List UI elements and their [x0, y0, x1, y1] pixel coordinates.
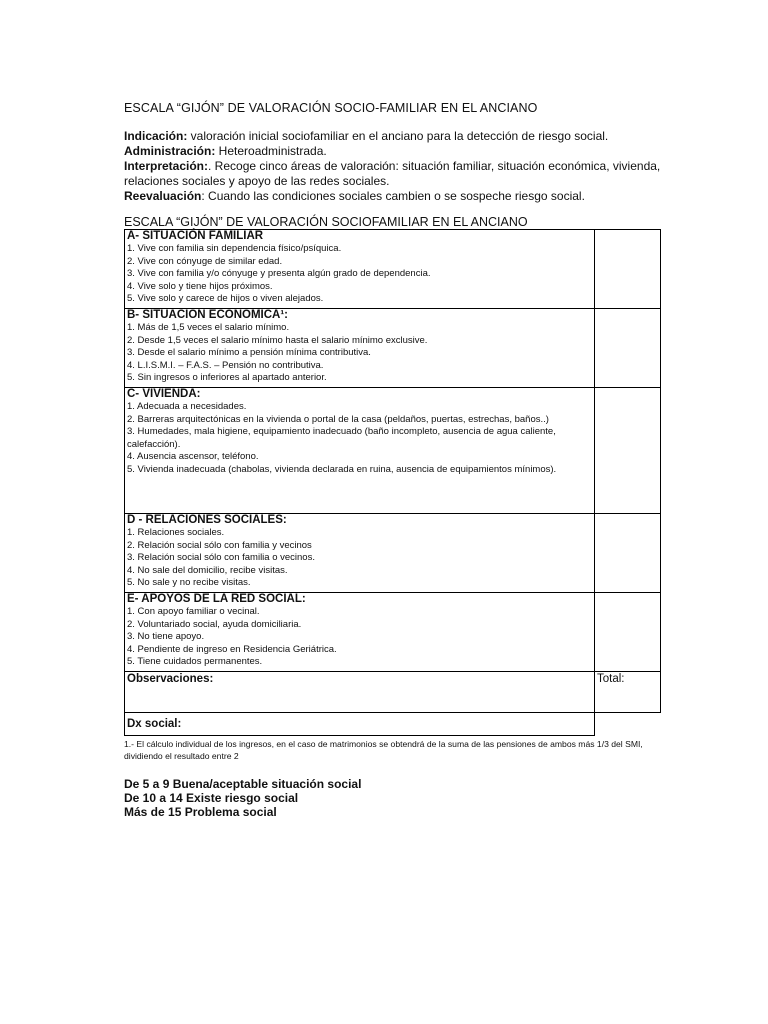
result-line: Más de 15 Problema social	[124, 805, 277, 819]
section-b-item: 5. Sin ingresos o inferiores al apartado anterior.	[127, 372, 327, 384]
section-e-item: 1. Con apoyo familiar o vecinal.	[127, 606, 260, 617]
total-label: Total:	[597, 673, 625, 685]
section-b	[125, 309, 595, 388]
score-cell-b[interactable]	[595, 309, 661, 388]
section-row-b	[125, 309, 661, 388]
section-e-item: 2. Voluntariado social, ayuda domiciliaria.	[127, 618, 302, 630]
section-e-item: 5. Tiene cuidados permanentes.	[127, 656, 263, 668]
result-line: De 5 a 9 Buena/aceptable situación social	[124, 777, 362, 791]
section-b-title: B- SITUACION ECONOMICA¹:	[127, 309, 288, 321]
assessment-table	[124, 229, 661, 736]
reevaluacion-label: Reevaluación	[124, 189, 202, 203]
interpretacion-text: . Recoge cinco áreas de valoración: situación familiar, situación económica, vivienda, relaciones sociales y apoyo de las redes sociales.	[124, 159, 661, 188]
indicacion-line	[124, 129, 664, 144]
intro-block	[124, 129, 664, 204]
administracion-line	[124, 144, 664, 159]
section-c-item: 5. Vivienda inadecuada (chabolas, vivienda declarada en ruina, ausencia de equipamientos mínimos).	[127, 463, 557, 475]
section-c	[125, 388, 595, 514]
table-title: ESCALA “GIJÓN” DE VALORACIÓN SOCIOFAMILIAR EN EL ANCIANO	[124, 215, 528, 229]
section-a-item: 3. Vive con familia y/o cónyuge y presenta algún grado de dependencia.	[127, 268, 431, 280]
dx-empty-cell	[595, 713, 661, 736]
score-cell-a[interactable]	[595, 230, 661, 309]
observaciones-row	[125, 672, 661, 713]
reevaluacion-text: : Cuando las condiciones sociales cambien o se sospeche riesgo social.	[201, 189, 585, 203]
observaciones-label: Observaciones:	[127, 673, 214, 685]
section-c-item: 4. Ausencia ascensor, teléfono.	[127, 451, 259, 463]
section-d	[125, 514, 595, 593]
section-c-item: 2. Barreras arquitectónicas en la vivienda o portal de la casa (peldaños, puertas, estrechas, baños..)	[127, 413, 549, 425]
section-b-item: 1. Más de 1,5 veces el salario mínimo.	[127, 322, 290, 333]
interpretacion-line	[124, 159, 664, 189]
total-cell[interactable]	[595, 672, 661, 713]
section-a-item: 2. Vive con cónyuge de similar edad.	[127, 255, 283, 267]
reevaluacion-line	[124, 189, 664, 204]
section-d-item: 4. No sale del domicilio, recibe visitas.	[127, 564, 288, 576]
section-b-item: 4. L.I.S.M.I. – F.A.S. – Pensión no contributiva.	[127, 359, 324, 371]
section-b-item: 3. Desde el salario mínimo a pensión mínima contributiva.	[127, 347, 371, 359]
score-cell-e[interactable]	[595, 593, 661, 672]
section-c-item: 3. Humedades, mala higiene, equipamiento inadecuado (baño incompleto, ausencia de agua caliente, calefacción).	[127, 426, 556, 450]
dx-social-label: Dx social:	[127, 718, 182, 730]
section-d-item: 5. No sale y no recibe visitas.	[127, 577, 251, 589]
section-row-a	[125, 230, 661, 309]
section-a	[125, 230, 595, 309]
dx-cell[interactable]	[125, 713, 595, 736]
administracion-text: Heteroadministrada.	[215, 144, 327, 158]
administracion-label: Administración:	[124, 144, 216, 158]
section-d-item: 1. Relaciones sociales.	[127, 527, 225, 538]
results-block	[124, 777, 361, 819]
section-e-item: 4. Pendiente de ingreso en Residencia Geriátrica.	[127, 643, 337, 655]
section-c-title: C- VIVIENDA:	[127, 388, 201, 400]
section-row-e	[125, 593, 661, 672]
section-a-item: 5. Vive solo y carece de hijos o viven alejados.	[127, 293, 324, 305]
section-row-d	[125, 514, 661, 593]
section-e-item: 3. No tiene apoyo.	[127, 631, 205, 643]
indicacion-text: valoración inicial sociofamiliar en el anciano para la detección de riesgo social.	[187, 129, 609, 143]
score-cell-c[interactable]	[595, 388, 661, 514]
section-e-title: E- APOYOS DE LA RED SOCIAL:	[127, 593, 306, 605]
observaciones-cell[interactable]	[125, 672, 595, 713]
interpretacion-label: Interpretación:	[124, 159, 209, 173]
score-cell-d[interactable]	[595, 514, 661, 593]
section-row-c	[125, 388, 661, 514]
section-a-item: 4. Vive solo y tiene hijos próximos.	[127, 280, 273, 292]
result-line: De 10 a 14 Existe riesgo social	[124, 791, 299, 805]
section-d-item: 2. Relación social sólo con familia y vecinos	[127, 539, 312, 551]
dx-row	[125, 713, 661, 736]
section-c-item: 1. Adecuada a necesidades.	[127, 401, 247, 412]
section-a-title: A- SITUACIÓN FAMILIAR	[127, 230, 264, 242]
section-d-item: 3. Relación social sólo con familia o vecinos.	[127, 552, 315, 564]
page-title: ESCALA “GIJÓN” DE VALORACIÓN SOCIO-FAMILIAR EN EL ANCIANO	[124, 101, 538, 115]
section-d-title: D - RELACIONES SOCIALES:	[127, 514, 287, 526]
section-b-item: 2. Desde 1,5 veces el salario mínimo hasta el salario mínimo exclusive.	[127, 334, 428, 346]
footnote: 1.- El cálculo individual de los ingresos, en el caso de matrimonios se obtendrá de la suma de las pensiones de ambos más 1/3 del SMI, dividiendo el resultado entre 2	[124, 739, 643, 761]
indicacion-label: Indicación:	[124, 129, 188, 143]
section-e	[125, 593, 595, 672]
section-a-item: 1. Vive con familia sin dependencia físico/psíquica.	[127, 243, 342, 254]
